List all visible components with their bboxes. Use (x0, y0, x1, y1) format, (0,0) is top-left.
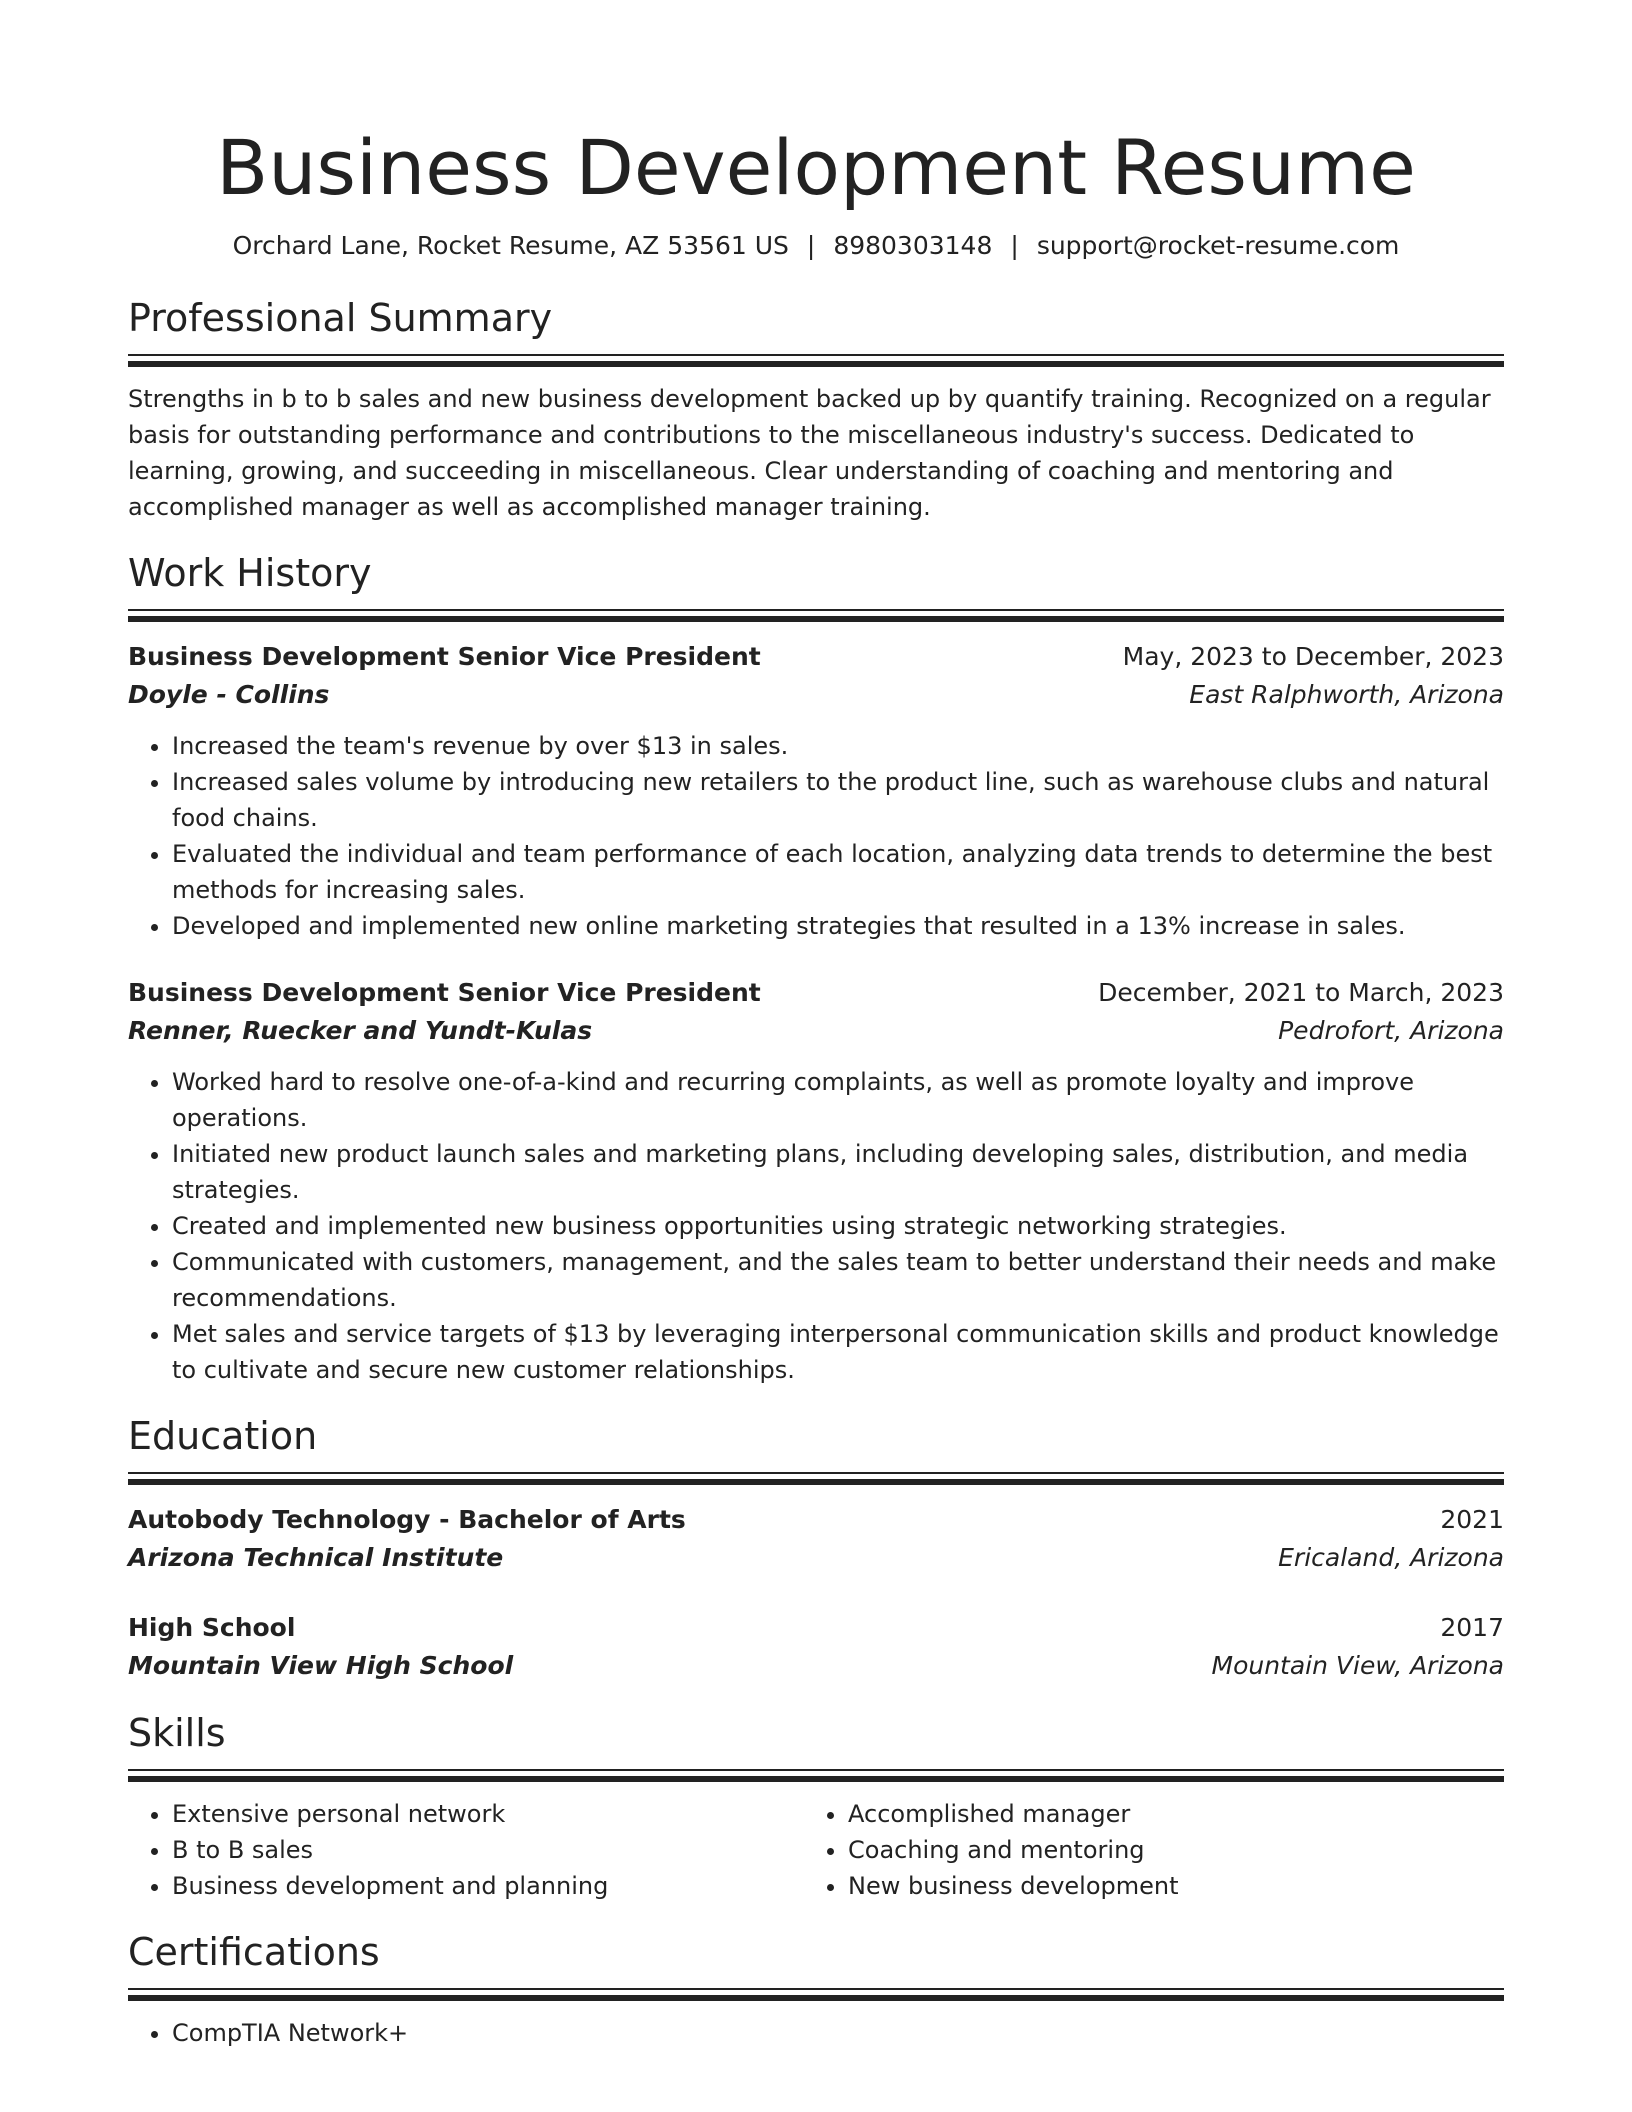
skills-section (128, 1707, 1504, 1904)
list-item: • Worked hard to resolve one-of-a-kind and recurring complaints, as well as promote loyalty and improve operations. (172, 1064, 1504, 1136)
education-header-row (128, 1501, 1504, 1539)
summary-text: Strengths in b to b sales and new business development backed up by quantify training. Recognized on a regular basis for outstanding performance and contributions to the miscellaneous industry's success. Dedicated to learning, growing, and succeeding in miscellaneous. Clear understanding of coaching and mentoring and accomplished manager as well as accomplished manager training. (128, 385, 1491, 521)
job-entry (128, 974, 1504, 1388)
section-heading-education: Education (128, 1414, 318, 1458)
job-location: East Ralphworth, Arizona (1189, 680, 1504, 709)
section-heading-summary: Professional Summary (128, 296, 553, 340)
section-divider (128, 1769, 1504, 1782)
list-item: • Initiated new product launch sales and marketing plans, including developing sales, distribution, and media strategies. (172, 1136, 1504, 1208)
education-degree: High School (128, 1613, 296, 1642)
list-item: • Increased the team's revenue by over $13 in sales. (172, 728, 1504, 764)
section-divider (128, 1472, 1504, 1485)
section-divider (128, 609, 1504, 622)
job-location: Pedrofort, Arizona (1278, 1016, 1504, 1045)
job-header-row (128, 974, 1504, 1012)
job-company-row (128, 1012, 1504, 1050)
skills-grid (128, 1796, 1504, 1904)
skill-item: • New business development (848, 1868, 1480, 1904)
education-entry (128, 1609, 1504, 1685)
list-item: • Created and implemented new business opportunities using strategic networking strategies. (172, 1208, 1504, 1244)
work-history-section (128, 547, 1504, 1388)
list-item: • Developed and implemented new online marketing strategies that resulted in a 13% increase in sales. (172, 908, 1504, 944)
contact-email: support@rocket-resume.com (1036, 231, 1400, 260)
job-company: Doyle - Collins (128, 680, 330, 709)
skill-item: • Accomplished manager (848, 1796, 1480, 1832)
summary-section (128, 292, 1504, 525)
job-title: Business Development Senior Vice President (128, 978, 761, 1007)
skills-column-left (128, 1796, 804, 1904)
skills-column-right (804, 1796, 1480, 1904)
resume-title: Business Development Resume (216, 123, 1416, 212)
skill-item: • Extensive personal network (172, 1796, 804, 1832)
education-school-row (128, 1539, 1504, 1577)
section-heading-certifications: Certifications (128, 1930, 380, 1974)
job-entry (128, 638, 1504, 944)
contact-address: Orchard Lane, Rocket Resume, AZ 53561 US (232, 231, 789, 260)
section-divider (128, 354, 1504, 367)
skill-item: • B to B sales (172, 1832, 804, 1868)
education-degree: Autobody Technology - Bachelor of Arts (128, 1505, 686, 1534)
education-school-row (128, 1647, 1504, 1685)
section-divider (128, 1988, 1504, 2001)
job-dates: December, 2021 to March, 2023 (1098, 978, 1504, 1007)
certifications-list (128, 2015, 1504, 2051)
certifications-section (128, 1926, 1504, 2051)
education-entry (128, 1501, 1504, 1577)
resume-page (128, 0, 1504, 2051)
education-school: Mountain View High School (128, 1651, 514, 1680)
job-header-row (128, 638, 1504, 676)
job-dates: May, 2023 to December, 2023 (1122, 642, 1504, 671)
list-item: • Evaluated the individual and team performance of each location, analyzing data trends to determine the best methods for increasing sales. (172, 836, 1504, 908)
job-title: Business Development Senior Vice President (128, 642, 761, 671)
education-school: Arizona Technical Institute (128, 1543, 504, 1572)
education-year: 2017 (1440, 1613, 1504, 1642)
skills-list (804, 1796, 1480, 1904)
education-location: Ericaland, Arizona (1278, 1543, 1504, 1572)
contact-separator: | (1010, 231, 1019, 260)
list-item: • Communicated with customers, management, and the sales team to better understand their needs and make recommendations. (172, 1244, 1504, 1316)
contact-phone: 8980303148 (833, 231, 993, 260)
list-item: • Met sales and service targets of $13 by leveraging interpersonal communication skills and product knowledge to cultivate and secure new customer relationships. (172, 1316, 1504, 1388)
job-bullets (128, 1064, 1504, 1388)
section-heading-work-history: Work History (128, 551, 372, 595)
contact-separator: | (806, 231, 816, 260)
job-company: Renner, Ruecker and Yundt-Kulas (128, 1016, 593, 1045)
education-year: 2021 (1440, 1505, 1504, 1534)
job-company-row (128, 676, 1504, 714)
skills-list (128, 1796, 804, 1904)
section-heading-skills: Skills (128, 1711, 226, 1755)
skill-item: • Business development and planning (172, 1868, 804, 1904)
job-bullets (128, 728, 1504, 944)
education-location: Mountain View, Arizona (1211, 1651, 1504, 1680)
list-item: • Increased sales volume by introducing new retailers to the product line, such as warehouse clubs and natural food chains. (172, 764, 1504, 836)
skill-item: • Coaching and mentoring (848, 1832, 1480, 1868)
contact-line (128, 226, 1504, 266)
education-header-row (128, 1609, 1504, 1647)
education-section (128, 1410, 1504, 1685)
certification-item: • CompTIA Network+ (172, 2015, 1504, 2051)
